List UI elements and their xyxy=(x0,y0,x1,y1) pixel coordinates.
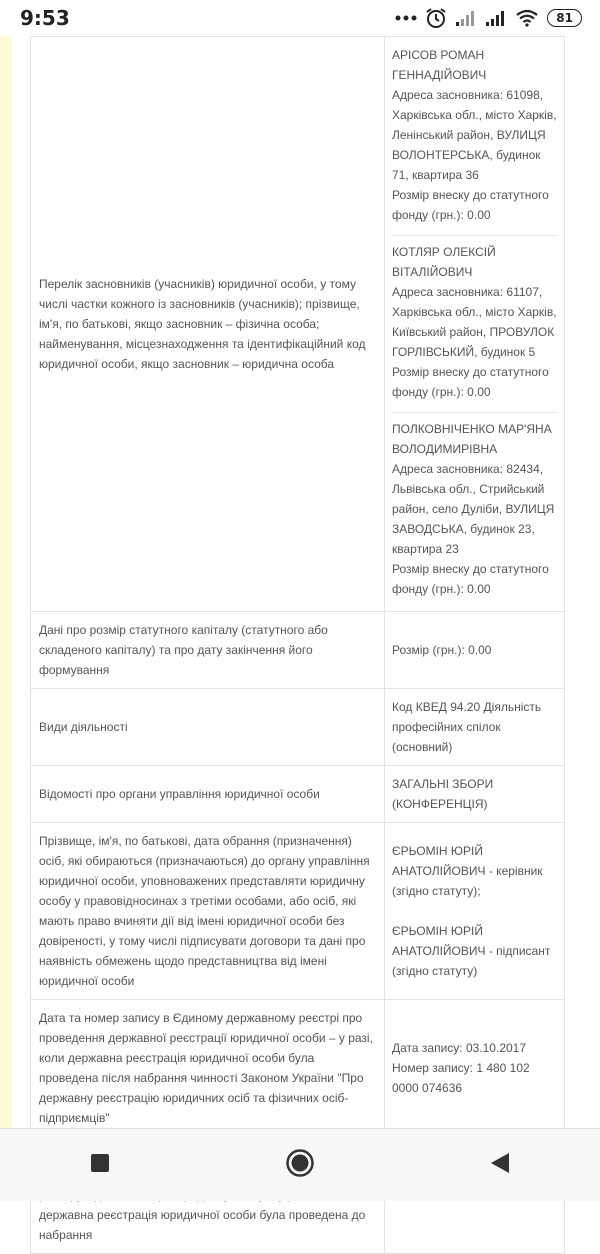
row-label: Дата та номер запису в Єдиному державному реєстрі про проведення державної реєстрації юридичної особи – у разі, коли державна реєстрація юридичної особи була проведена після набрання чинності Законом України "Про державну реєстрацію юридичних осіб та фізичних осіб-підприємців" xyxy=(31,1000,385,1137)
recent-apps-button[interactable] xyxy=(70,1135,130,1195)
table-row xyxy=(31,766,565,823)
home-icon xyxy=(285,1148,315,1182)
left-margin-strip xyxy=(0,36,12,1128)
founder-item xyxy=(392,45,557,229)
status-bar xyxy=(0,0,600,36)
official-head: ЄРЬОМІН ЮРІЙ АНАТОЛІЙОВИЧ - керівник (згідно статуту); xyxy=(392,844,543,898)
founder-item xyxy=(392,235,557,406)
row-label: Перелік засновників (учасників) юридичної особи, у тому числі частки кожного із засновників (учасників); прізвище, ім'я, по батькові, якщо засновник – фізична особа; найменування, місцезнаходження та ідентифікаційний код юридичної особи, якщо засновник – юридична особа xyxy=(31,37,385,612)
founder-contribution: Розмір внеску до статутного фонду (грн.): 0.00 xyxy=(392,562,549,596)
row-label: Відомості про органи управління юридичної особи xyxy=(31,766,385,823)
table-row xyxy=(31,823,565,1000)
table-row xyxy=(31,689,565,766)
row-label: Прізвище, ім'я, по батькові, дата обрання (призначення) осіб, які обираються (призначаються) до органу управління юридичної особи, уповноважених представляти юридичну особу у правовідносинах з третіми особами, або осіб, які мають право вчиняти дії від імені юридичної особи без довіреності, у тому числі підписувати договори та дані про наявність обмежень щодо представництва від імені юридичної особи xyxy=(31,823,385,1000)
row-label: державна реєстрація юридичної особи була проведена до набрання xyxy=(31,1137,385,1254)
founder-name: ПОЛКОВНІЧЕНКО МАР'ЯНА ВОЛОДИМИРІВНА xyxy=(392,422,552,456)
table-row xyxy=(31,37,565,612)
battery-icon: 81 xyxy=(547,9,582,27)
signal-icon xyxy=(455,9,477,27)
official-signatory: ЄРЬОМІН ЮРІЙ АНАТОЛІЙОВИЧ - підписант (згідно статуту) xyxy=(392,924,551,978)
dots-icon xyxy=(395,14,417,22)
founder-name: АРІСОВ РОМАН ГЕННАДІЙОВИЧ xyxy=(392,48,487,82)
founder-contribution: Розмір внеску до статутного фонду (грн.): 0.00 xyxy=(392,188,549,222)
row-value: Код КВЕД 94.20 Діяльність професійних спілок (основний) xyxy=(385,689,565,766)
table-row xyxy=(31,1000,565,1137)
founder-contribution: Розмір внеску до статутного фонду (грн.): 0.00 xyxy=(392,365,549,399)
page-content[interactable] xyxy=(0,36,600,1242)
signal-icon xyxy=(485,9,507,27)
founders-list xyxy=(385,37,565,612)
back-icon xyxy=(489,1151,511,1179)
record-number: Номер запису: 1 480 102 0000 074636 xyxy=(392,1061,530,1095)
home-button[interactable] xyxy=(270,1135,330,1195)
record-date: Дата запису: 03.10.2017 xyxy=(392,1041,527,1055)
alarm-icon xyxy=(425,7,447,29)
record-value xyxy=(385,1000,565,1137)
founder-item xyxy=(392,412,557,603)
table-row xyxy=(31,612,565,689)
recent-apps-icon xyxy=(90,1153,110,1177)
officials-value xyxy=(385,823,565,1000)
wifi-icon xyxy=(515,9,539,27)
row-label: Дані про розмір статутного капіталу (статутного або складеного капіталу) та про дату закінчення його формування xyxy=(31,612,385,689)
registry-table xyxy=(30,36,565,1254)
founder-address: Адреса засновника: 61107, Харківська обл., місто Харків, Київський район, ПРОВУЛОК ГОРЛІВСЬКИЙ, будинок 5 xyxy=(392,285,557,359)
row-value: Розмір (грн.): 0.00 xyxy=(385,612,565,689)
spacer xyxy=(392,901,557,921)
back-button[interactable] xyxy=(470,1135,530,1195)
status-icons xyxy=(395,7,582,29)
row-label: Види діяльності xyxy=(31,689,385,766)
founder-address: Адреса засновника: 61098, Харківська обл., місто Харків, Ленінський район, ВУЛИЦЯ ВОЛОНТЕРСЬКА, будинок 71, квартира 36 xyxy=(392,88,557,182)
status-time: 9:53 xyxy=(20,6,70,30)
founder-address: Адреса засновника: 82434, Львівська обл., Стрийський район, село Дуліби, ВУЛИЦЯ ЗАВОДСЬКА, будинок 23, квартира 23 xyxy=(392,462,555,556)
founder-name: КОТЛЯР ОЛЕКСІЙ ВІТАЛІЙОВИЧ xyxy=(392,245,496,279)
row-value: ЗАГАЛЬНІ ЗБОРИ (КОНФЕРЕНЦІЯ) xyxy=(385,766,565,823)
navigation-bar xyxy=(0,1128,600,1201)
